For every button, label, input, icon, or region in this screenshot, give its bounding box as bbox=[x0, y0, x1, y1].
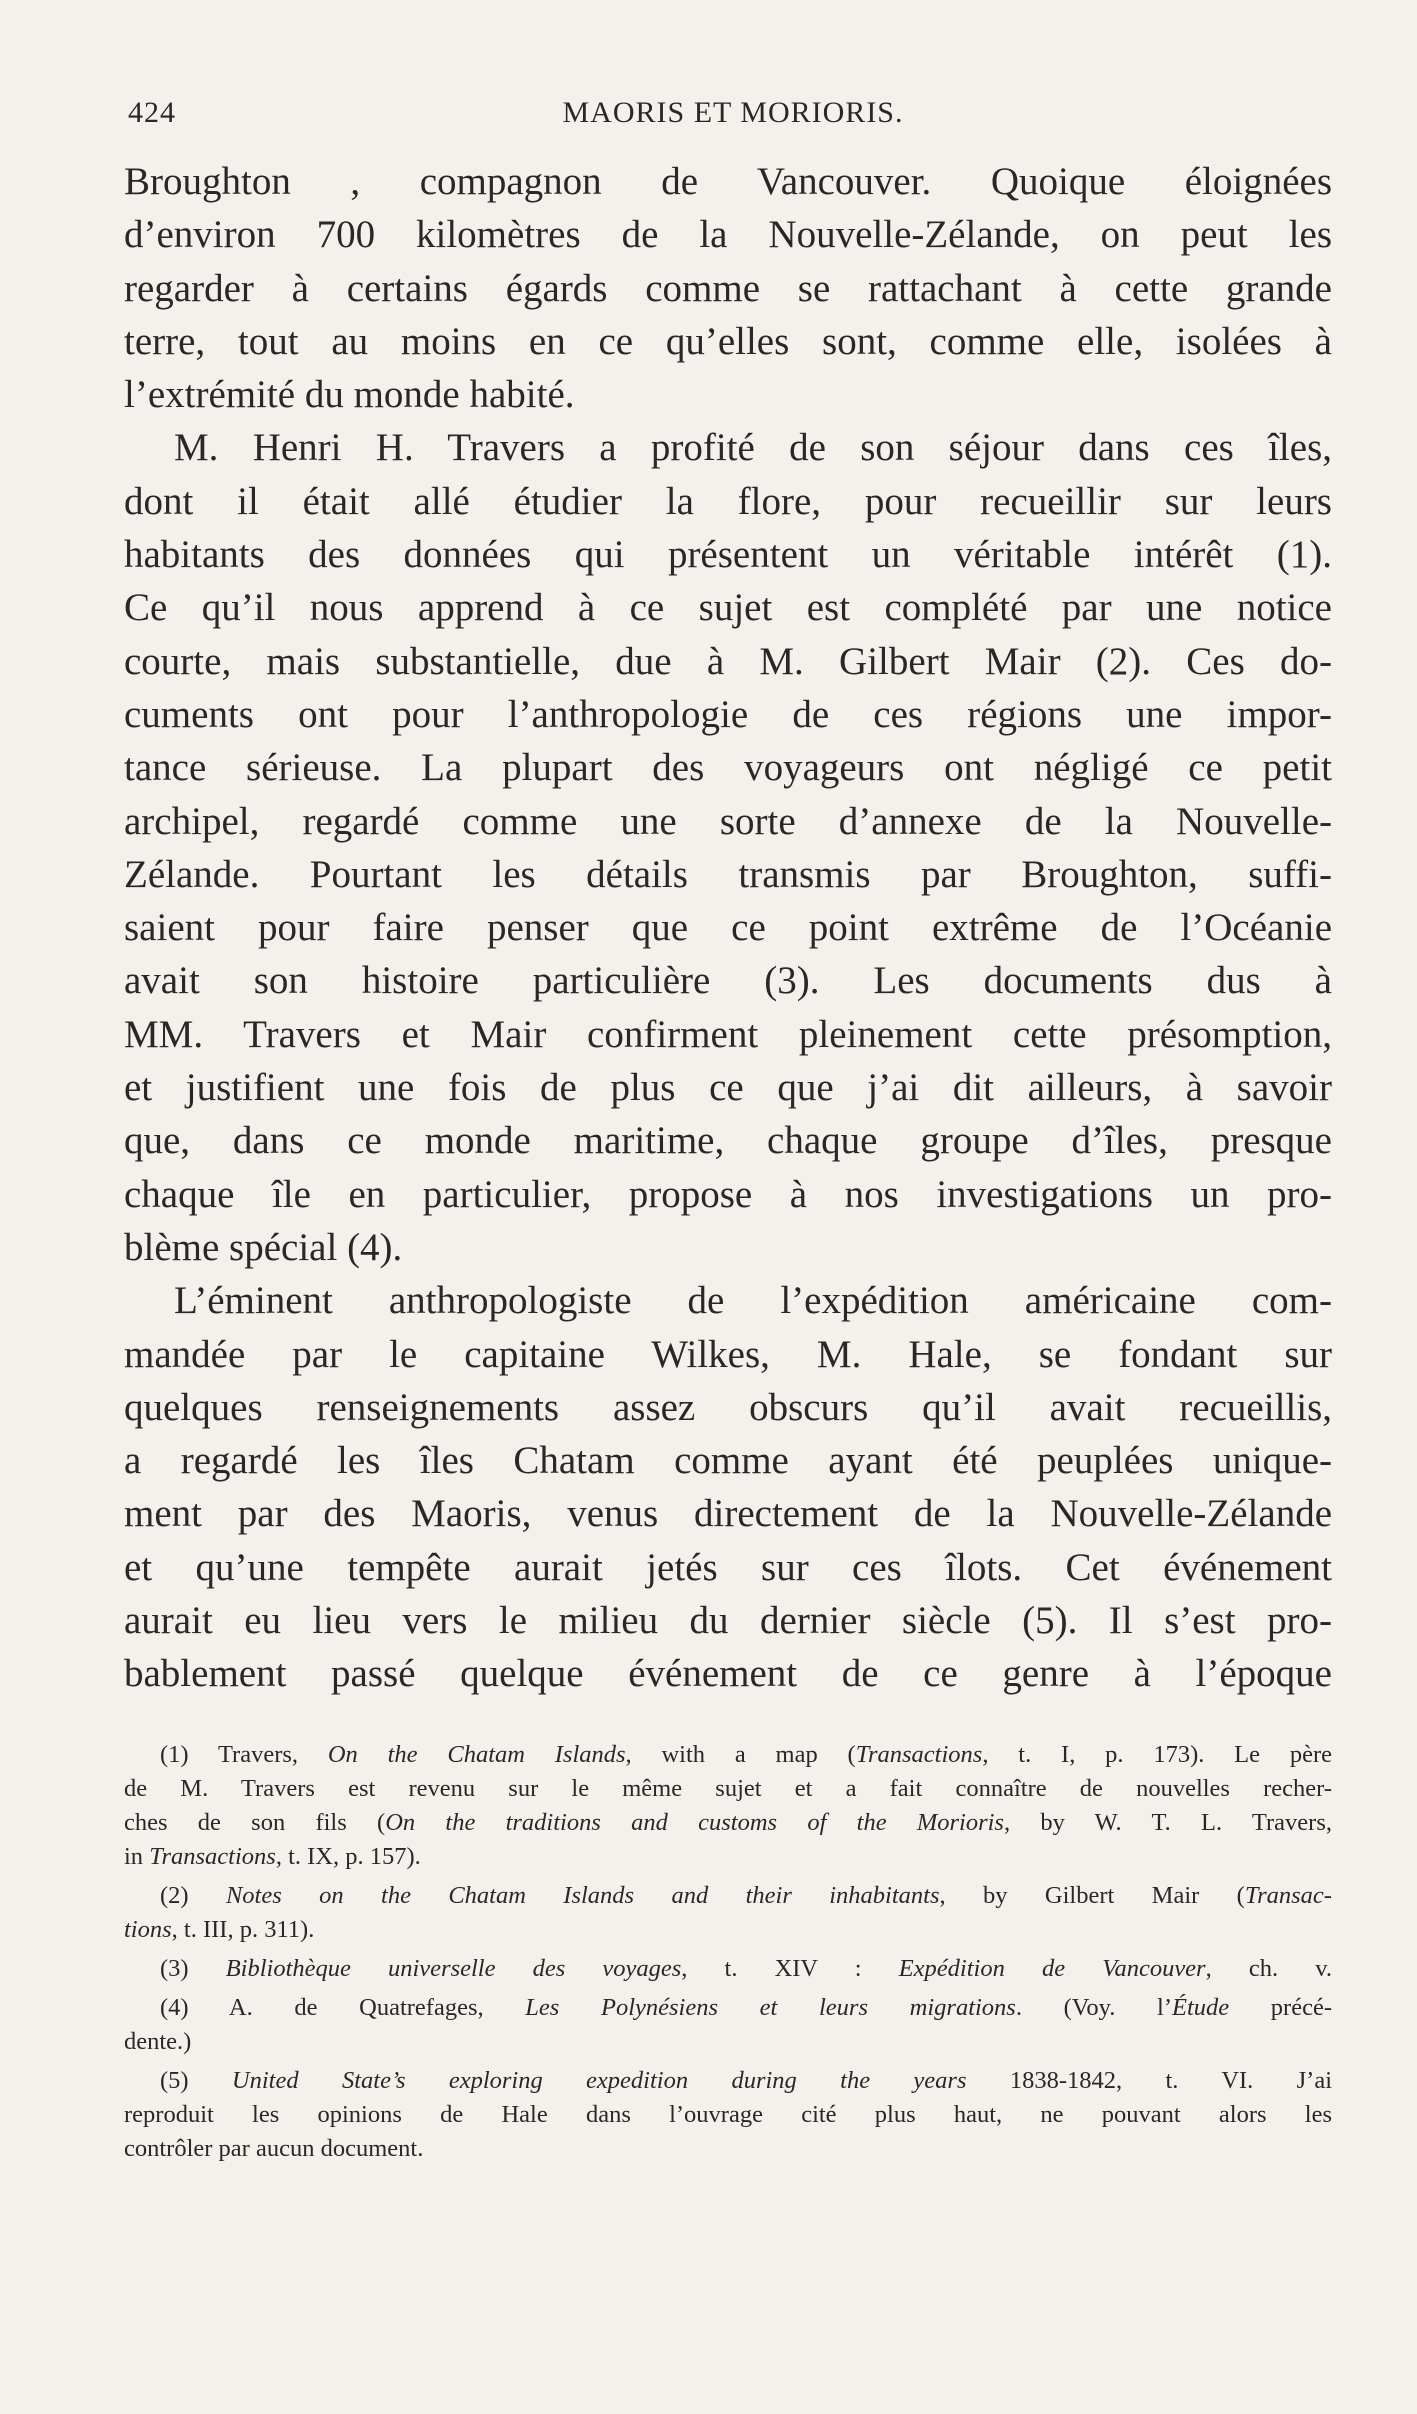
text-line: Zélande. Pourtant les détails transmis par Broughton, suffi- bbox=[124, 852, 1332, 896]
text-line: chaque île en particulier, propose à nos investigations un pro- bbox=[124, 1172, 1332, 1216]
text-line: cuments ont pour l’anthropologie de ces régions une impor- bbox=[124, 692, 1332, 736]
text-line: a regardé les îles Chatam comme ayant été peuplées unique- bbox=[124, 1439, 1332, 1483]
text-line: L’éminent anthropologiste de l’expédition américaine com- bbox=[174, 1279, 1332, 1323]
text-line: dont il était allé étudier la flore, pour recueillir sur leurs bbox=[124, 479, 1332, 523]
footnote-line: reproduit les opinions de Hale dans l’ouvrage cité plus haut, ne pouvant alors les bbox=[124, 2101, 1332, 2128]
text-line: avait son histoire particulière (3). Les documents dus à bbox=[124, 959, 1332, 1003]
text-line: bablement passé quelque événement de ce genre à l’époque bbox=[124, 1652, 1332, 1696]
footnote-line: in Transactions, t. IX, p. 157). bbox=[124, 1843, 421, 1870]
footnote-line: (2) Notes on the Chatam Islands and their inhabitants, by Gilbert Mair (Transac- bbox=[160, 1882, 1332, 1909]
footnote-line: (3) Bibliothèque universelle des voyages, t. XIV : Expédition de Vancouver, ch. v. bbox=[160, 1955, 1332, 1982]
text-line: d’environ 700 kilomètres de la Nouvelle-Zélande, on peut les bbox=[124, 213, 1332, 257]
footnote-line: de M. Travers est revenu sur le même sujet et a fait connaître de nouvelles recher- bbox=[124, 1775, 1332, 1802]
text-line: MM. Travers et Mair confirment pleinement cette présomption, bbox=[124, 1012, 1332, 1056]
text-line: aurait eu lieu vers le milieu du dernier siècle (5). Il s’est pro- bbox=[124, 1599, 1332, 1643]
text-line: mandée par le capitaine Wilkes, M. Hale, se fondant sur bbox=[124, 1332, 1332, 1376]
footnote-line: tions, t. III, p. 311). bbox=[124, 1916, 315, 1943]
text-line: tance sérieuse. La plupart des voyageurs ont négligé ce petit bbox=[124, 746, 1332, 790]
footnote-5 bbox=[124, 2064, 1332, 2166]
text-line: regarder à certains égards comme se rattachant à cette grande bbox=[124, 266, 1332, 310]
text-line: Broughton , compagnon de Vancouver. Quoique éloignées bbox=[124, 160, 1332, 203]
running-title: MAORIS ET MORIORIS. bbox=[562, 96, 904, 129]
footnote-2 bbox=[124, 1879, 1332, 1947]
text-line: terre, tout au moins en ce qu’elles sont, comme elle, isolées à bbox=[124, 319, 1332, 363]
page-number: 424 bbox=[128, 96, 176, 129]
footnote-line: (5) United State’s exploring expedition during the years 1838-1842, t. VI. J’ai bbox=[160, 2067, 1333, 2094]
text-line: Ce qu’il nous apprend à ce sujet est complété par une notice bbox=[124, 586, 1332, 630]
text-line: l’extrémité du monde habité. bbox=[124, 373, 575, 417]
footnote-line: ches de son fils (On the traditions and customs of the Morioris, by W. T. L. Travers, bbox=[124, 1809, 1332, 1836]
page-header bbox=[128, 96, 1338, 136]
text-line: M. Henri H. Travers a profité de son séjour dans ces îles, bbox=[174, 426, 1332, 470]
footnote-line: dente.) bbox=[124, 2028, 192, 2055]
text-line: courte, mais substantielle, due à M. Gilbert Mair (2). Ces do- bbox=[124, 639, 1332, 683]
text-line: et qu’une tempête aurait jetés sur ces îlots. Cet événement bbox=[124, 1545, 1332, 1589]
text-line: que, dans ce monde maritime, chaque groupe d’îles, presque bbox=[124, 1119, 1332, 1163]
text-line: archipel, regardé comme une sorte d’annexe de la Nouvelle- bbox=[124, 799, 1332, 843]
footnote-4 bbox=[124, 1991, 1332, 2059]
main-text bbox=[124, 155, 1332, 1701]
footnote-line: contrôler par aucun document. bbox=[124, 2135, 424, 2162]
text-line: saient pour faire penser que ce point extrême de l’Océanie bbox=[124, 906, 1332, 950]
footnotes bbox=[124, 1738, 1332, 2171]
text-line: quelques renseignements assez obscurs qu’il avait recueillis, bbox=[124, 1385, 1332, 1429]
text-line: blème spécial (4). bbox=[124, 1225, 403, 1269]
text-line: et justifient une fois de plus ce que j’ai dit ailleurs, à savoir bbox=[124, 1066, 1332, 1110]
text-line: ment par des Maoris, venus directement de la Nouvelle-Zélande bbox=[124, 1492, 1332, 1536]
footnote-line: (4) A. de Quatrefages, Les Polynésiens et leurs migrations. (Voy. l’Étude précé- bbox=[160, 1994, 1332, 2021]
text-line: habitants des données qui présentent un véritable intérêt (1). bbox=[124, 533, 1332, 577]
footnote-1 bbox=[124, 1738, 1332, 1874]
footnote-3 bbox=[124, 1952, 1332, 1986]
footnote-line: (1) Travers, On the Chatam Islands, with a map (Transactions, t. I, p. 173). Le père bbox=[160, 1741, 1332, 1768]
